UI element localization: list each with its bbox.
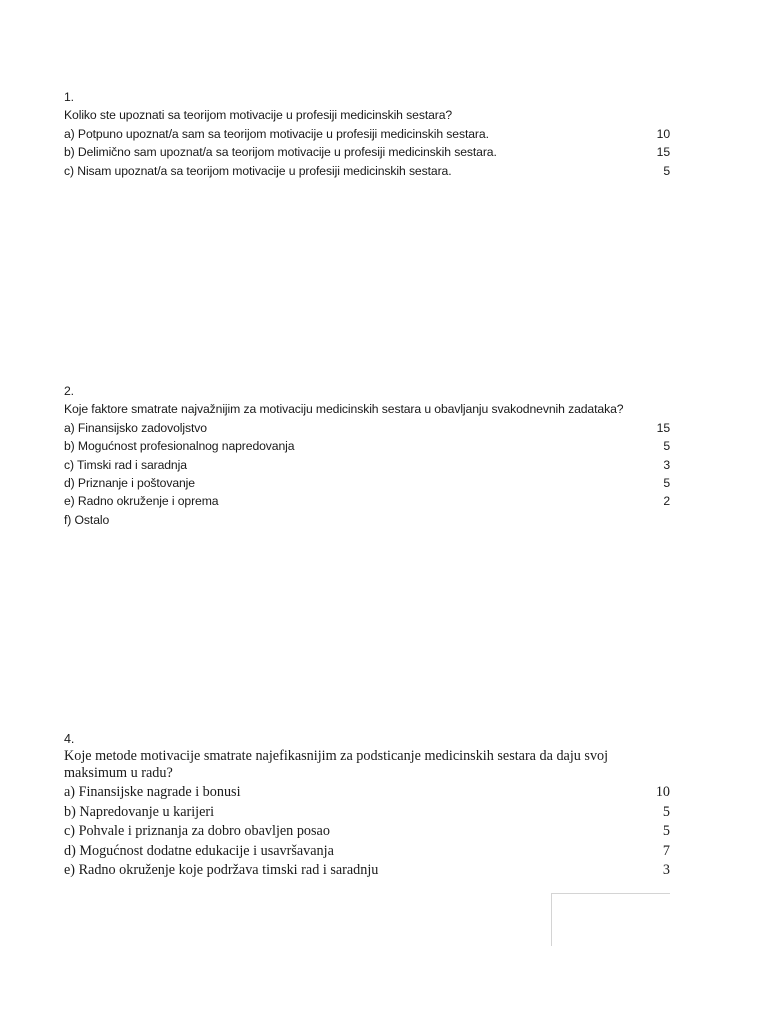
answer-row [64,437,670,455]
answer-count: 15 [656,145,670,160]
answer-label: b) Mogućnost profesionalnog napredovanja [64,439,295,454]
answer-row [64,474,670,492]
answer-count: 3 [663,457,670,472]
question-4 [64,732,670,881]
answer-count: 5 [663,475,670,490]
answer-label: c) Pohvale i priznanja za dobro obavljen posao [64,823,330,840]
answer-row [64,419,670,437]
answer-row [64,783,670,803]
answer-row [64,456,670,474]
answer-row [64,162,670,180]
answer-row [64,822,670,842]
answer-count: 15 [656,420,670,435]
answer-label: e) Radno okruženje koje podržava timski rad i saradnju [64,862,379,879]
answer-label: c) Timski rad i saradnja [64,457,187,472]
answer-count: 3 [662,862,670,879]
answer-count: 5 [663,163,670,178]
question-text [64,748,670,881]
answer-count: 5 [662,803,670,820]
answer-label: b) Delimično sam upoznat/a sa teorijom motivacije u profesiji medicinskih sestara. [64,145,497,160]
question-number: 2. [64,384,74,398]
answer-label: f) Ostalo [64,512,110,527]
answer-row [64,842,670,862]
question-text-line: maksimum u radu? [64,765,173,781]
question-number: 4. [64,732,75,746]
answer-label: a) Potpuno upoznat/a sam sa teorijom motivacije u profesiji medicinskih sestara. [64,126,489,141]
answer-label: d) Mogućnost dodatne edukacije i usavršavanja [64,842,334,859]
answer-count [646,511,670,529]
answer-row [64,492,670,510]
answer-count: 10 [655,784,670,800]
table-frame [551,893,670,946]
question-text-line: Koje metode motivacije smatrate najefikasnijim za podsticanje medicinskih sestara da daju svoj [64,748,609,764]
question-2 [64,382,670,529]
answer-row [64,861,670,881]
answer-count: 2 [663,494,670,509]
answer-label: e) Radno okruženje i oprema [64,494,219,509]
answer-label: c) Nisam upoznat/a sa teorijom motivacije u profesiji medicinskih sestara. [64,163,452,178]
answer-count: 7 [662,842,670,859]
answer-label: b) Napredovanje u karijeri [64,803,215,820]
answer-count: 5 [662,823,670,840]
answer-count: 5 [663,439,670,454]
question-number: 1. [64,90,74,104]
answer-row [64,511,670,529]
answer-row [64,803,670,823]
answer-label: d) Priznanje i poštovanje [64,475,195,490]
question-1 [64,88,670,180]
answer-label: a) Finansijske nagrade i bonusi [64,784,241,800]
answer-label: a) Finansijsko zadovoljstvo [64,420,207,435]
answer-row [64,125,670,143]
question-text: Koliko ste upoznati sa teorijom motivacije u profesiji medicinskih sestara? [64,108,453,123]
question-text: Koje faktore smatrate najvažnijim za motivaciju medicinskih sestara u obavljanju svakodnevnih zadataka? [64,402,624,417]
answer-count: 10 [656,126,670,141]
answer-row [64,143,670,161]
